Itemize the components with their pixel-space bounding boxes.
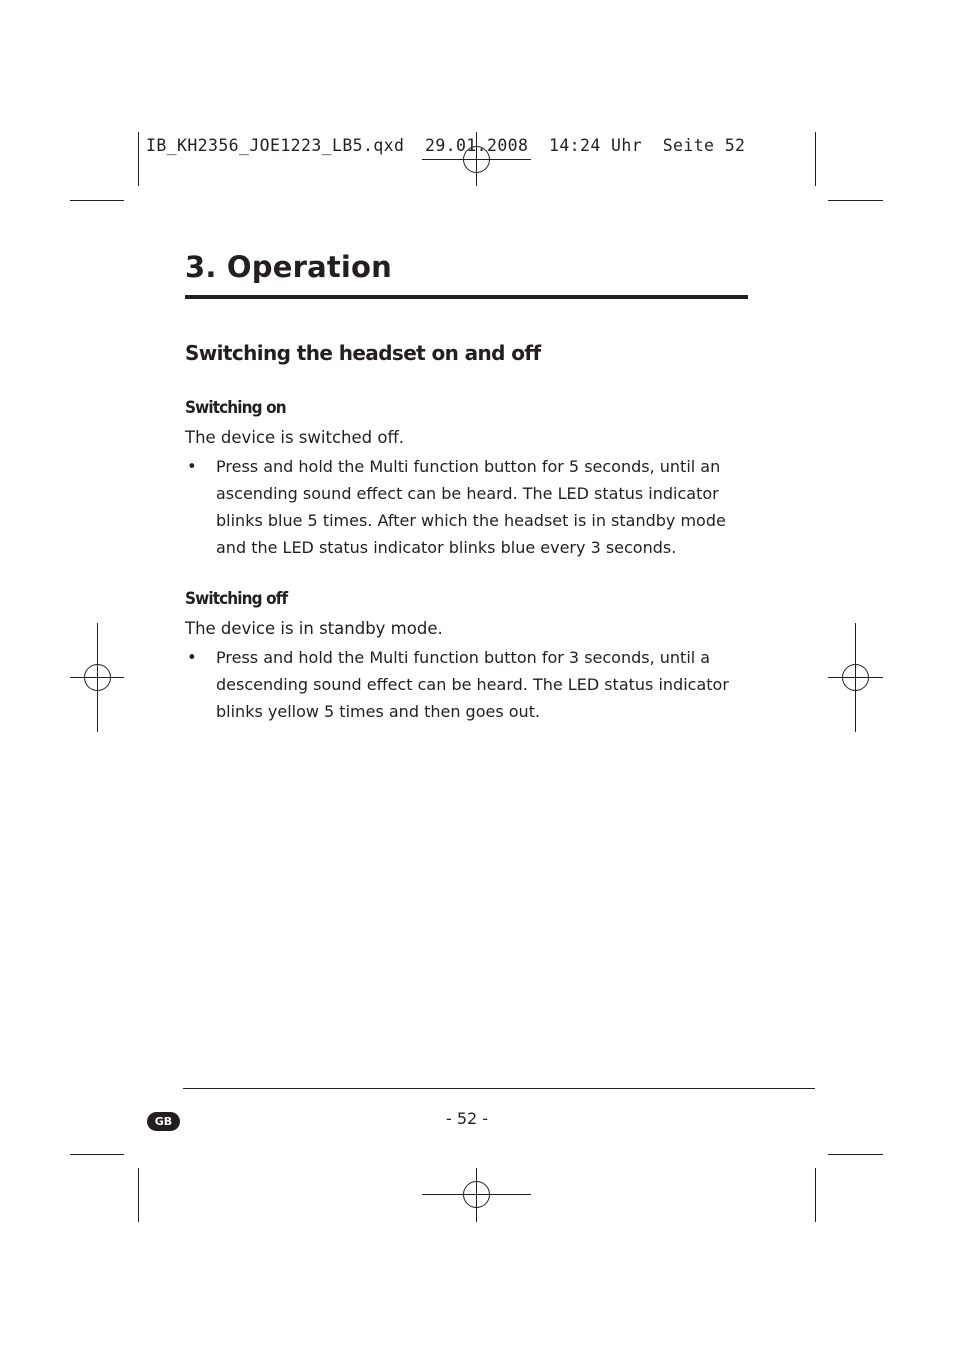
bullet-icon: •	[187, 457, 197, 476]
page-number: - 52 -	[445, 1109, 489, 1128]
switching-on-instruction	[185, 453, 745, 563]
crop-mark-top-right-vertical	[815, 132, 816, 186]
switching-on-heading: Switching on	[185, 398, 286, 418]
crop-mark-bottom-left-horizontal	[70, 1154, 124, 1155]
switching-off-condition: The device is in standby mode.	[185, 619, 443, 638]
section-title: Switching the headset on and off	[185, 341, 541, 365]
footer-rule	[183, 1088, 815, 1089]
bullet-icon: •	[187, 648, 197, 667]
crop-mark-bottom-left-vertical	[138, 1168, 139, 1222]
chapter-title-rule	[185, 295, 748, 299]
crop-mark-bottom-right-horizontal	[828, 1154, 883, 1155]
chapter-title: 3. Operation	[185, 250, 393, 284]
crop-mark-top-left-vertical	[138, 132, 139, 186]
registration-mark-left-circle	[84, 664, 111, 691]
switching-off-instruction	[185, 644, 745, 728]
registration-mark-bottom-circle	[463, 1181, 490, 1208]
switching-on-condition: The device is switched off.	[185, 428, 405, 447]
crop-mark-top-right-horizontal	[828, 200, 883, 201]
switching-off-instruction-text: Press and hold the Multi function button for 3 seconds, until a descending sound effect can be heard. The LED status indicator blinks yellow 5 times and then goes out.	[216, 648, 729, 721]
switching-off-heading: Switching off	[185, 589, 288, 609]
language-badge: GB	[147, 1112, 180, 1131]
registration-mark-right-circle	[842, 664, 869, 691]
crop-mark-top-left-horizontal	[70, 200, 124, 201]
crop-mark-bottom-right-vertical	[815, 1168, 816, 1222]
slug-line: IB_KH2356_JOE1223_LB5.qxd 29.01.2008 14:24 Uhr Seite 52	[146, 136, 746, 155]
switching-on-instruction-text: Press and hold the Multi function button for 5 seconds, until an ascending sound effect can be heard. The LED status indicator blinks blue 5 times. After which the headset is in standby mode and the LED status indicator blinks blue every 3 seconds.	[216, 457, 726, 557]
